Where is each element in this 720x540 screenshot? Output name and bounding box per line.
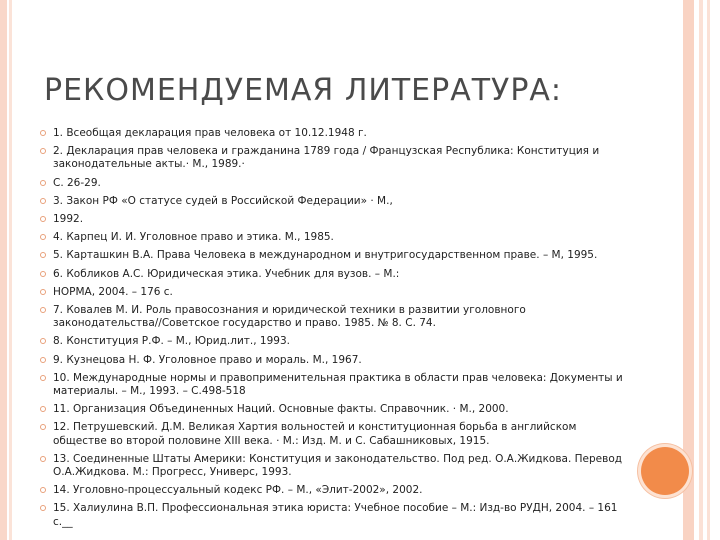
list-item-text: 5. Карташкин В.А. Права Человека в международном и внутригосударственном праве. – М, 1995. [53,249,598,262]
bullet-icon [40,216,46,222]
list-item [40,127,630,140]
list-item-text: 1992. [53,213,84,226]
list-item [40,335,630,348]
list-item [40,372,630,398]
bullet-icon [40,487,46,493]
slide-title: РЕКОМЕНДУЕМАЯ ЛИТЕРАТУРА: [44,73,563,108]
list-item [40,231,630,244]
list-item-text: 15. Халиулина В.П. Профессиональная этика юриста: Учебное пособие – М.: Изд-во РУДН, 2004. – 161 с.__ [53,502,618,528]
list-item-text: 11. Организация Объединенных Наций. Основные факты. Справочник. · М., 2000. [53,403,509,416]
list-item-text: 4. Карпец И. И. Уголовное право и этика. М., 1985. [53,231,334,244]
bullet-icon [40,406,46,412]
list-item-text: С. 26-29. [53,176,101,189]
list-item-text: 2. Декларация прав человека и гражданина 1789 года / Французская Республика: Конституция и законодательные акты.· М., 1989.· [53,145,600,171]
bullet-icon [40,357,46,363]
bullet-icon [40,307,46,313]
list-item-text: 12. Петрушевский. Д.М. Великая Хартия вольностей и конституционная борьба в английском обществе во второй половине XIII века. · М.: Изд. М. и С. Сабашниковых, 1915. [53,421,577,447]
left-border-stripe-thin [9,0,12,540]
list-item-text: 1. Всеобщая декларация прав человека от 10.12.1948 г. [53,127,367,139]
list-item [40,453,630,479]
list-item-text: НОРМА, 2004. – 176 с. [53,285,173,298]
bullet-icon [40,130,46,136]
list-item [40,145,630,171]
list-item-text: 14. Уголовно-процессуальный кодекс РФ. – М., «Элит-2002», 2002. [53,484,423,497]
list-item-text: 6. Кобликов А.С. Юридическая этика. Учебник для вузов. – М.: [53,267,400,280]
list-item [40,484,630,497]
bullet-icon [40,456,46,462]
bullet-icon [40,252,46,258]
bullet-icon [40,505,46,511]
left-border-stripe [0,0,7,540]
list-item [40,304,630,330]
right-border-stripe-thin-2 [707,0,710,540]
list-item-text: 8. Конституция Р.Ф. – М., Юрид.лит., 1993. [53,335,290,348]
list-item [40,195,630,208]
list-item [40,268,630,281]
bullet-icon [40,424,46,430]
bullet-icon [40,271,46,277]
list-item [40,286,630,299]
bullet-icon [40,289,46,295]
bullet-icon [40,375,46,381]
list-item [40,249,630,262]
list-item [40,502,630,528]
list-item-text: 3. Закон РФ «О статусе судей в Российской Федерации» · М., [53,194,393,207]
literature-list [40,127,630,534]
list-item-text: 9. Кузнецова Н. Ф. Уголовное право и мораль. М., 1967. [53,353,362,366]
right-border-stripe-thin [699,0,703,540]
list-item [40,354,630,367]
bullet-icon [40,234,46,240]
list-item-text: 7. Ковалев М. И. Роль правосознания и юридической техники в развитии уголовного законодательства//Советское государство и право. 1985. № 8. С. 74. [53,304,526,330]
list-item [40,403,630,416]
bullet-icon [40,180,46,186]
list-item-text: 13. Соединенные Штаты Америки: Конституция и законодательство. Под ред. О.А.Жидкова. Перевод О.А.Жидкова. М.: Прогресс, Универс, 1993. [53,452,622,479]
decorative-circle [641,447,689,495]
list-item [40,421,630,447]
bullet-icon [40,338,46,344]
bullet-icon [40,198,46,204]
list-item [40,177,630,190]
list-item-text: 10. Международные нормы и правоприменительная практика в области прав человека: Документы и материалы. – М., 1993. – С.498-518 [53,371,623,398]
list-item [40,213,630,226]
bullet-icon [40,148,46,154]
